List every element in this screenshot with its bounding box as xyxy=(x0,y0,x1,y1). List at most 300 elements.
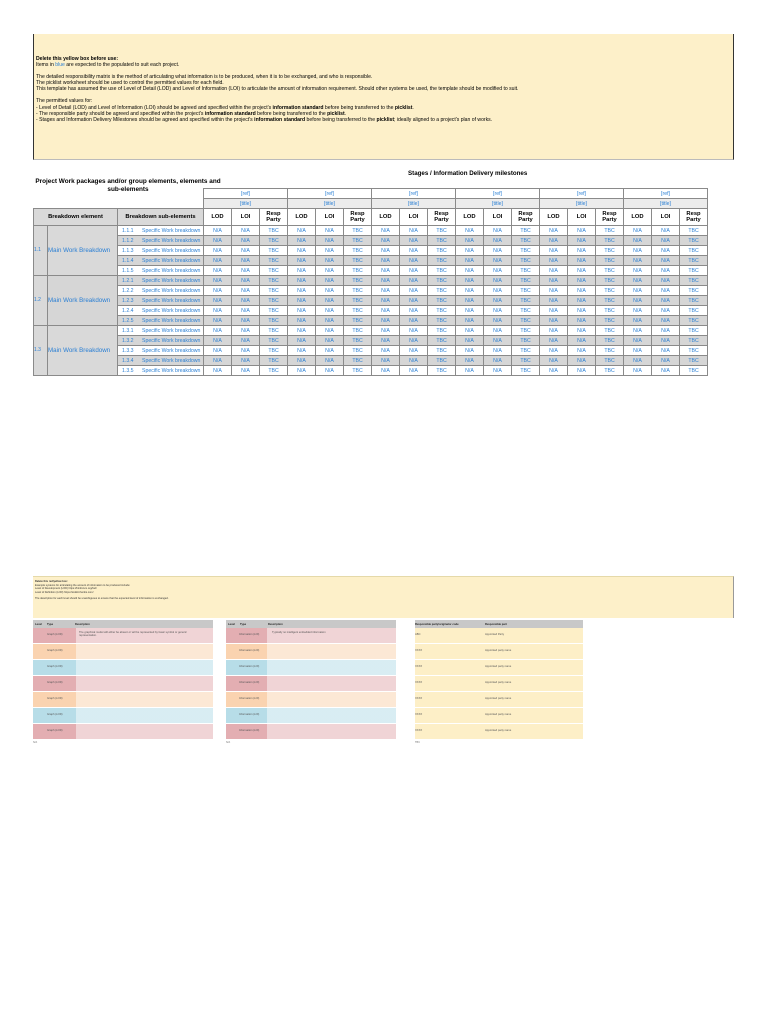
rp-name: Appointed party name xyxy=(485,665,512,668)
rp-code: XXXX xyxy=(415,649,423,652)
breakdown-sub-cell: 1.1.5 Specific Work breakdown xyxy=(118,266,204,276)
matrix-cell: TBC xyxy=(680,256,708,266)
matrix-cell: N/A xyxy=(652,366,680,376)
matrix-cell: N/A xyxy=(484,296,512,306)
matrix-cell: TBC xyxy=(428,276,456,286)
picklist-note-line: The description for each level should be unambiguous to ensure that the expected level of information is exchanged. xyxy=(35,597,169,600)
rp-name: Appointed party name xyxy=(485,649,512,652)
matrix-cell: N/A xyxy=(204,336,232,346)
matrix-cell: N/A xyxy=(624,226,652,236)
matrix-cell: N/A xyxy=(400,266,428,276)
matrix-cell: N/A xyxy=(316,346,344,356)
rp-name: Appointed party name xyxy=(485,697,512,700)
matrix-cell: N/A xyxy=(204,296,232,306)
matrix-cell: TBC xyxy=(596,236,624,246)
breakdown-sub-cell: 1.3.3 Specific Work breakdown xyxy=(118,346,204,356)
matrix-cell: TBC xyxy=(512,246,540,256)
matrix-cell: N/A xyxy=(568,336,596,346)
matrix-cell: N/A xyxy=(232,356,260,366)
stage-col-header: LOD xyxy=(456,209,484,226)
matrix-cell: TBC xyxy=(428,286,456,296)
matrix-cell: TBC xyxy=(680,296,708,306)
matrix-cell: N/A xyxy=(456,276,484,286)
matrix-cell: TBC xyxy=(596,226,624,236)
table-row xyxy=(34,266,708,276)
table-row xyxy=(34,356,708,366)
table-row xyxy=(34,366,708,376)
stage-col-header: LOI xyxy=(316,209,344,226)
matrix-cell: N/A xyxy=(232,286,260,296)
stage-col-header: LOD xyxy=(288,209,316,226)
matrix-cell: N/A xyxy=(568,276,596,286)
matrix-cell: TBC xyxy=(344,266,372,276)
sub-number: 1.2.1 xyxy=(122,277,134,284)
blank-cell xyxy=(34,199,204,209)
matrix-cell: TBC xyxy=(512,366,540,376)
matrix-cell: N/A xyxy=(624,266,652,276)
picklist-row xyxy=(415,660,583,676)
matrix-cell: TBC xyxy=(680,316,708,326)
matrix-cell: N/A xyxy=(540,286,568,296)
picklist-row xyxy=(415,628,583,644)
stage-ref: [ref] xyxy=(372,189,456,199)
matrix-cell: N/A xyxy=(204,366,232,376)
matrix-cell: TBC xyxy=(680,336,708,346)
matrix-cell: TBC xyxy=(512,356,540,366)
note-bold: information standard xyxy=(204,110,256,117)
picklist-header xyxy=(33,620,213,628)
matrix-cell: N/A xyxy=(456,336,484,346)
matrix-cell: TBC xyxy=(596,266,624,276)
rp-code: XXXX xyxy=(415,729,423,732)
sub-number: 1.2.5 xyxy=(122,317,134,324)
matrix-cell: N/A xyxy=(456,306,484,316)
breakdown-sub-cell: 1.1.4 Specific Work breakdown xyxy=(118,256,204,266)
picklist-type: Graph (LOD) xyxy=(47,681,63,684)
matrix-cell: N/A xyxy=(204,306,232,316)
matrix-cell: TBC xyxy=(260,326,288,336)
matrix-cell: N/A xyxy=(484,306,512,316)
matrix-cell: TBC xyxy=(680,286,708,296)
rp-name: Appointed party name xyxy=(485,729,512,732)
matrix-cell: TBC xyxy=(596,356,624,366)
matrix-cell: N/A xyxy=(288,226,316,236)
stage-title: [title] xyxy=(204,199,288,209)
sub-number: 1.2.3 xyxy=(122,297,134,304)
matrix-cell: N/A xyxy=(400,226,428,236)
stage-ref: [ref] xyxy=(624,189,708,199)
stage-col-header: LOI xyxy=(652,209,680,226)
matrix-cell: TBC xyxy=(680,366,708,376)
matrix-cell: TBC xyxy=(680,226,708,236)
matrix-cell: TBC xyxy=(512,346,540,356)
matrix-cell: TBC xyxy=(428,236,456,246)
matrix-cell: N/A xyxy=(232,306,260,316)
picklist-type: Graph (LOD) xyxy=(47,729,63,732)
matrix-cell: N/A xyxy=(652,336,680,346)
breakdown-element-header: Breakdown element xyxy=(34,209,118,226)
matrix-cell: N/A xyxy=(288,256,316,266)
matrix-cell: N/A xyxy=(456,366,484,376)
matrix-cell: TBC xyxy=(260,346,288,356)
matrix-cell: TBC xyxy=(260,246,288,256)
matrix-cell: N/A xyxy=(316,336,344,346)
sub-number: 1.2.2 xyxy=(122,287,134,294)
matrix-cell: TBC xyxy=(260,256,288,266)
matrix-cell: N/A xyxy=(484,326,512,336)
matrix-cell: N/A xyxy=(232,236,260,246)
sub-number: 1.1.5 xyxy=(122,267,134,274)
matrix-cell: N/A xyxy=(232,226,260,236)
picklist-row xyxy=(33,676,213,692)
matrix-cell: N/A xyxy=(484,226,512,236)
picklist-row xyxy=(415,644,583,660)
sub-number: 1.2.4 xyxy=(122,307,134,314)
picklist-note-line: Level of Development (LOD) https://bimforum.org/lod/ xyxy=(35,587,97,590)
matrix-cell: N/A xyxy=(400,346,428,356)
matrix-cell: TBC xyxy=(596,286,624,296)
matrix-cell: N/A xyxy=(540,326,568,336)
matrix-cell: N/A xyxy=(372,326,400,336)
matrix-cell: TBC xyxy=(680,356,708,366)
matrix-cell: N/A xyxy=(204,316,232,326)
picklist-row xyxy=(226,724,396,740)
element-number: 1.2 xyxy=(34,297,41,304)
matrix-cell: N/A xyxy=(456,266,484,276)
matrix-cell: N/A xyxy=(204,256,232,266)
sub-number: 1.3.4 xyxy=(122,357,134,364)
matrix-cell: N/A xyxy=(400,256,428,266)
table-row xyxy=(34,336,708,346)
stage-ref: [ref] xyxy=(456,189,540,199)
matrix-cell: N/A xyxy=(400,246,428,256)
matrix-cell: N/A xyxy=(652,296,680,306)
matrix-cell: TBC xyxy=(428,256,456,266)
matrix-cell: N/A xyxy=(568,256,596,266)
stage-col-header: Resp Party xyxy=(680,209,708,226)
sub-number: 1.3.1 xyxy=(122,327,134,334)
picklist-header-cell: Level xyxy=(35,622,42,626)
matrix-cell: N/A xyxy=(568,306,596,316)
rp-name: Appointed party name xyxy=(485,681,512,684)
matrix-cell: N/A xyxy=(372,346,400,356)
picklist-type: Graph (LOD) xyxy=(47,665,63,668)
picklist-type: Information (LOI) xyxy=(239,729,260,732)
matrix-cell: N/A xyxy=(316,246,344,256)
picklist-row xyxy=(226,660,396,676)
matrix-cell: TBC xyxy=(428,336,456,346)
matrix-cell: TBC xyxy=(344,276,372,286)
matrix-cell: TBC xyxy=(428,266,456,276)
matrix-cell: TBC xyxy=(344,326,372,336)
picklist-note xyxy=(33,576,734,618)
picklist-header-cell: Type xyxy=(240,622,247,626)
matrix-cell: N/A xyxy=(288,366,316,376)
stage-ref: [ref] xyxy=(204,189,288,199)
matrix-cell: N/A xyxy=(288,296,316,306)
picklist-type: Information (LOI) xyxy=(239,665,260,668)
breakdown-sub-cell: 1.2.3 Specific Work breakdown xyxy=(118,296,204,306)
stage-title: [title] xyxy=(288,199,372,209)
sub-number: 1.1.2 xyxy=(122,237,134,244)
stage-col-header: LOI xyxy=(232,209,260,226)
work-packages-title: Project Work packages and/or group elements, elements and sub-elements xyxy=(35,178,221,193)
picklist-desc: The graphical model will either be absent or will be represented by basic symbol or generic representation. xyxy=(79,631,187,637)
breakdown-sub-cell: 1.3.4 Specific Work breakdown xyxy=(118,356,204,366)
matrix-cell: N/A xyxy=(456,286,484,296)
rp-code: ABC xyxy=(415,633,421,636)
matrix-cell: TBC xyxy=(344,256,372,266)
matrix-cell: N/A xyxy=(204,346,232,356)
matrix-cell: N/A xyxy=(568,286,596,296)
note-bold: picklist xyxy=(376,116,395,123)
stage-col-header: LOD xyxy=(204,209,232,226)
matrix-cell: N/A xyxy=(624,276,652,286)
picklist-row xyxy=(33,708,213,724)
matrix-cell: N/A xyxy=(652,286,680,296)
picklist-note-line: Example systems for articulating the amount of information to be produced include: xyxy=(35,583,131,587)
matrix-cell: N/A xyxy=(232,296,260,306)
matrix-cell: N/A xyxy=(540,336,568,346)
matrix-cell: TBC xyxy=(680,236,708,246)
stage-title: [title] xyxy=(540,199,624,209)
matrix-cell: N/A xyxy=(400,366,428,376)
matrix-cell: N/A xyxy=(372,276,400,286)
matrix-cell: N/A xyxy=(484,286,512,296)
matrix-cell: N/A xyxy=(316,356,344,366)
picklist-row xyxy=(33,644,213,660)
matrix-cell: TBC xyxy=(596,336,624,346)
matrix-cell: N/A xyxy=(288,306,316,316)
matrix-cell: N/A xyxy=(232,256,260,266)
matrix-cell: N/A xyxy=(372,246,400,256)
matrix-cell: N/A xyxy=(652,346,680,356)
matrix-cell: N/A xyxy=(316,286,344,296)
matrix-cell: N/A xyxy=(400,296,428,306)
matrix-cell: TBC xyxy=(512,226,540,236)
matrix-cell: TBC xyxy=(596,256,624,266)
matrix-cell: TBC xyxy=(428,306,456,316)
matrix-cell: N/A xyxy=(400,306,428,316)
matrix-cell: TBC xyxy=(260,356,288,366)
picklist-type: Graph (LOD) xyxy=(47,649,63,652)
matrix-cell: TBC xyxy=(260,286,288,296)
matrix-cell: N/A xyxy=(372,316,400,326)
matrix-cell: N/A xyxy=(400,286,428,296)
stage-col-header: Resp Party xyxy=(428,209,456,226)
matrix-cell: TBC xyxy=(512,256,540,266)
matrix-cell: TBC xyxy=(512,306,540,316)
picklist-row xyxy=(226,644,396,660)
matrix-cell: TBC xyxy=(596,296,624,306)
matrix-cell: TBC xyxy=(428,356,456,366)
picklist-row xyxy=(226,628,396,644)
matrix-cell: N/A xyxy=(624,326,652,336)
matrix-cell: N/A xyxy=(652,306,680,316)
matrix-cell: N/A xyxy=(456,246,484,256)
element-number: 1.1 xyxy=(34,247,41,254)
picklist-row xyxy=(226,708,396,724)
breakdown-sub-cell: 1.2.5 Specific Work breakdown xyxy=(118,316,204,326)
matrix-cell: N/A xyxy=(372,226,400,236)
matrix-cell: N/A xyxy=(372,256,400,266)
matrix-cell: N/A xyxy=(456,346,484,356)
matrix-cell: N/A xyxy=(204,326,232,336)
stage-col-header: LOD xyxy=(372,209,400,226)
stage-col-header: LOD xyxy=(540,209,568,226)
picklist-type: Information (LOI) xyxy=(239,697,260,700)
matrix-cell: TBC xyxy=(344,336,372,346)
matrix-cell: N/A xyxy=(372,366,400,376)
picklist-row xyxy=(33,724,213,740)
matrix-cell: TBC xyxy=(428,326,456,336)
matrix-cell: N/A xyxy=(232,346,260,356)
matrix-cell: N/A xyxy=(652,276,680,286)
note-bold: information standard xyxy=(272,104,324,111)
breakdown-sub-cell: 1.2.1 Specific Work breakdown xyxy=(118,276,204,286)
matrix-cell: N/A xyxy=(568,226,596,236)
rp-code: XXXX xyxy=(415,681,423,684)
breakdown-sub-cell: 1.1.3 Specific Work breakdown xyxy=(118,246,204,256)
sub-number: 1.3.2 xyxy=(122,337,134,344)
matrix-cell: N/A xyxy=(232,276,260,286)
matrix-cell: N/A xyxy=(288,266,316,276)
matrix-cell: N/A xyxy=(484,346,512,356)
matrix-cell: TBC xyxy=(344,356,372,366)
breakdown-sub-cell: 1.1.1 Specific Work breakdown xyxy=(118,226,204,236)
matrix-cell: N/A xyxy=(372,266,400,276)
picklist-header-cell: Responsible part xyxy=(485,622,507,626)
responsible-party-picklist-table xyxy=(415,620,583,744)
matrix-cell: N/A xyxy=(204,236,232,246)
note-line: The permitted values for: xyxy=(36,98,93,105)
matrix-cell: N/A xyxy=(288,316,316,326)
note-line: This template has assumed the use of Level of Detail (LOD) and Level of Information (LOI) to articulate the amount of information requirement. Should other systems be used, the template should be modified to suit. xyxy=(36,86,519,93)
picklist-desc: Typically no intelligent embedded information xyxy=(272,631,326,634)
picklist-type: Graph (LOD) xyxy=(47,633,63,636)
matrix-cell: N/A xyxy=(568,356,596,366)
matrix-cell: N/A xyxy=(624,366,652,376)
matrix-cell: N/A xyxy=(652,356,680,366)
picklist-row xyxy=(226,692,396,708)
picklist-type: Graph (LOD) xyxy=(47,697,63,700)
table-row xyxy=(34,346,708,356)
matrix-cell: N/A xyxy=(204,286,232,296)
matrix-cell: N/A xyxy=(400,276,428,286)
matrix-cell: N/A xyxy=(652,246,680,256)
matrix-cell: N/A xyxy=(540,266,568,276)
matrix-cell: TBC xyxy=(596,276,624,286)
matrix-cell: N/A xyxy=(568,266,596,276)
sub-number: 1.1.1 xyxy=(122,227,134,234)
matrix-cell: N/A xyxy=(204,246,232,256)
matrix-cell: TBC xyxy=(428,366,456,376)
picklist-row xyxy=(33,628,213,644)
matrix-cell: N/A xyxy=(204,276,232,286)
matrix-cell: N/A xyxy=(484,276,512,286)
matrix-cell: N/A xyxy=(204,226,232,236)
matrix-cell: TBC xyxy=(260,316,288,326)
matrix-cell: N/A xyxy=(652,266,680,276)
stage-col-header: Resp Party xyxy=(596,209,624,226)
matrix-cell: N/A xyxy=(568,236,596,246)
stage-col-header: Resp Party xyxy=(512,209,540,226)
breakdown-sub-cell: 1.3.1 Specific Work breakdown xyxy=(118,326,204,336)
picklist-header-cell: Level xyxy=(228,622,235,626)
stage-ref: [ref] xyxy=(288,189,372,199)
picklist-header-cell: Description xyxy=(268,622,283,626)
matrix-cell: TBC xyxy=(344,236,372,246)
matrix-cell: N/A xyxy=(652,236,680,246)
note-bold: Delete this yellow box before use: xyxy=(36,56,119,62)
matrix-cell: N/A xyxy=(400,236,428,246)
matrix-cell: N/A xyxy=(540,366,568,376)
matrix-cell: N/A xyxy=(456,296,484,306)
matrix-cell: TBC xyxy=(344,366,372,376)
matrix-cell: TBC xyxy=(680,266,708,276)
matrix-cell: N/A xyxy=(624,296,652,306)
matrix-cell: TBC xyxy=(596,346,624,356)
matrix-cell: TBC xyxy=(680,246,708,256)
matrix-cell: N/A xyxy=(316,226,344,236)
picklist-note-line: Level of Definition (LOD) https://toolkit.thenbs.com/ xyxy=(35,590,94,594)
table-row xyxy=(34,276,708,286)
matrix-cell: N/A xyxy=(540,316,568,326)
stage-col-header: LOD xyxy=(624,209,652,226)
matrix-cell: TBC xyxy=(260,306,288,316)
matrix-cell: N/A xyxy=(316,236,344,246)
matrix-cell: N/A xyxy=(456,226,484,236)
stage-col-header: Resp Party xyxy=(260,209,288,226)
matrix-cell: N/A xyxy=(400,336,428,346)
matrix-cell: N/A xyxy=(484,256,512,266)
element-number: 1.3 xyxy=(34,347,41,354)
picklist-footer: TBC xyxy=(415,741,420,744)
picklist-type: Information (LOI) xyxy=(239,713,260,716)
matrix-cell: N/A xyxy=(372,236,400,246)
note-line: - Level of Detail (LOD) and Level of Information (LOI) should be agreed and specified within the project's information standard before being transferred to the picklist. xyxy=(36,104,414,111)
matrix-cell: TBC xyxy=(344,346,372,356)
matrix-cell: TBC xyxy=(428,296,456,306)
breakdown-element-label: Main Work Breakdown xyxy=(48,276,118,326)
matrix-cell: N/A xyxy=(624,286,652,296)
matrix-cell: TBC xyxy=(344,226,372,236)
matrix-cell: TBC xyxy=(260,276,288,286)
stage-col-header: LOI xyxy=(568,209,596,226)
note-bold: information standard xyxy=(254,116,306,123)
matrix-cell: N/A xyxy=(316,306,344,316)
matrix-cell: N/A xyxy=(316,366,344,376)
matrix-cell: TBC xyxy=(260,366,288,376)
matrix-cell: TBC xyxy=(344,286,372,296)
matrix-cell: N/A xyxy=(540,346,568,356)
matrix-cell: N/A xyxy=(540,356,568,366)
matrix-cell: TBC xyxy=(512,286,540,296)
matrix-cell: N/A xyxy=(400,316,428,326)
sub-number: 1.1.4 xyxy=(122,257,134,264)
rp-name: Appointed Party xyxy=(485,633,505,636)
breakdown-sub-header: Breakdown sub-elements xyxy=(118,209,204,226)
matrix-cell: N/A xyxy=(624,306,652,316)
matrix-cell: N/A xyxy=(540,256,568,266)
matrix-cell: TBC xyxy=(260,236,288,246)
table-row xyxy=(34,236,708,246)
table-row xyxy=(34,246,708,256)
matrix-cell: N/A xyxy=(652,326,680,336)
picklist-header xyxy=(226,620,396,628)
matrix-cell: N/A xyxy=(540,226,568,236)
matrix-cell: N/A xyxy=(204,266,232,276)
